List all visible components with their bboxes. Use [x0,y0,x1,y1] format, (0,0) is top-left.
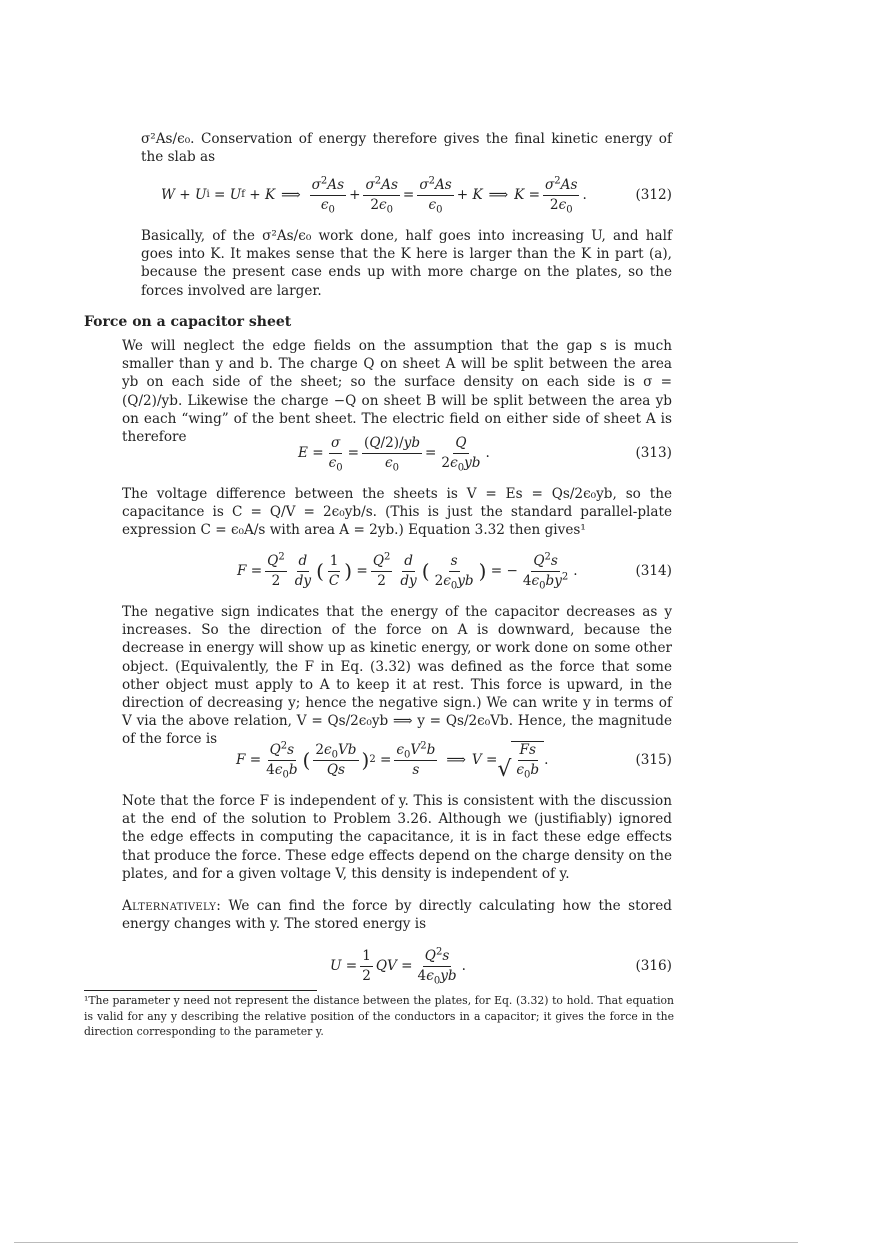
paragraph-work-split [141,227,672,300]
alternatively-label: Alternatively: [122,898,222,914]
equation-314 [122,548,672,594]
equation-313-number: (313) [635,444,672,461]
section-heading: Force on a capacitor sheet [84,314,292,330]
equation-313-expression: E = $\frac{\sigma}{\epsilon_0}$ = $\frac{(Q/2)/yb}{\epsilon_0}$ = $\frac{Q}{2\epsilon_0yb}$ . [298,434,490,474]
paragraph-force-independent [122,792,672,883]
equation-313 [122,430,672,476]
paragraph-text: We can find the force by directly calculating how the stored energy changes with y. The stored energy is [122,898,672,933]
equation-316-number: (316) [635,957,672,974]
equation-312 [141,172,672,218]
footnote: ¹The parameter y need not represent the distance between the plates, for Eq. (3.32) to hold. That equation is valid for any y describing the relative position of the conductors in a capacitor; it gives the force in the direction corresponding to the parameter y. [84,994,674,1038]
footnote-rule [84,990,317,991]
paragraph-text: σ²As/ϵ₀. Conservation of energy therefore gives the final kinetic energy of the slab as [141,131,672,166]
equation-312-expression: W + U i = U f + K ⟹ $\frac{\sigma^2As}{\epsilon_0}$ + $\frac{\sigma^2As}{2\epsilon_0}$ = $\frac{\sigma^2As}{\epsilon_0}$ + K ⟹ K = $\frac{\sigma^2As}{2\epsilon_0}$ . [161,174,587,216]
paragraph-alternatively [122,897,672,933]
equation-315 [122,737,672,783]
paragraph-energy-conservation [141,130,672,166]
paragraph-capacitance [122,485,672,540]
paragraph-text: The voltage difference between the sheets is V = Es = Qs/2ϵ₀yb, so the capacitance is C = Q/V = 2ϵ₀yb/s. (This is just the standard parallel-plate expression C = ϵ₀A/s with area A = 2yb.) Equation 3.32 then gives¹ [122,486,672,539]
equation-312-number: (312) [635,186,672,203]
equation-315-number: (315) [635,751,672,768]
equation-315-expression: F = $\frac{Q^2s}{4\epsilon_0b}$ ( $\frac{2\epsilon_0Vb}{Qs}$ ) 2 = $\frac{\epsilon_0V^2b}{s}$ ⟹ V = √ $\frac{Fs}{\epsilon_0b}$ . [236,739,549,782]
page-bottom-rule [14,1242,798,1243]
equation-314-number: (314) [635,562,672,579]
paragraph-text: We will neglect the edge fields on the assumption that the gap s is much smaller than y and b. The charge Q on sheet A will be split between the area yb on each side of the sheet; so the surface density on each side is σ = (Q/2)/yb. Likewise the charge −Q on sheet B will be split between the area yb on each “wing” of the bent sheet. The electric field on either side of sheet A is therefore [122,338,672,446]
paragraph-text: Basically, of the σ²As/ϵ₀ work done, half goes into increasing U, and half goes into K. It makes sense that the K here is larger than the K in part (a), because the present case ends up with more charge on the plates, so the forces involved are larger. [141,228,672,299]
equation-316-expression: U = $\frac{1}{2}$ QV = $\frac{Q^2s}{4\epsilon_0yb}$ . [330,945,466,987]
paragraph-text: Note that the force F is independent of y. This is consistent with the discussion at the end of the solution to Problem 3.26. Although we (justifiably) ignored the edge effects in computing the capacitance, it is in fact these edge effects that produce the force. These edge effects depend on the charge density on the plates, and for a given voltage V, this density is independent of y. [122,793,672,882]
equation-316 [122,943,672,989]
paragraph-text: The negative sign indicates that the energy of the capacitor decreases as y increases. So the direction of the force on A is downward, because the decrease in energy will show up as kinetic energy, or work done on some other object. (Equivalently, the F in Eq. (3.32) was defined as the force that some other object must apply to A to keep it at rest. This force is upward, in the direction of decreasing y; hence the negative sign.) We can write y in terms of V via the above relation, V = Qs/2ϵ₀yb ⟹ y = Qs/2ϵ₀Vb. Hence, the magnitude of the force is [122,604,672,748]
paragraph-negative-sign [122,603,672,749]
equation-314-expression: F = $\frac{Q^2}{2}$ $\frac{d}{dy}$ ( $\frac{1}{C}$ ) = $\frac{Q^2}{2}$ $\frac{d}{dy}$ ( $\frac{s}{2\epsilon_0yb}$ ) = − $\frac{Q^2s}{4\epsilon_0by^2}$ . [237,550,578,592]
